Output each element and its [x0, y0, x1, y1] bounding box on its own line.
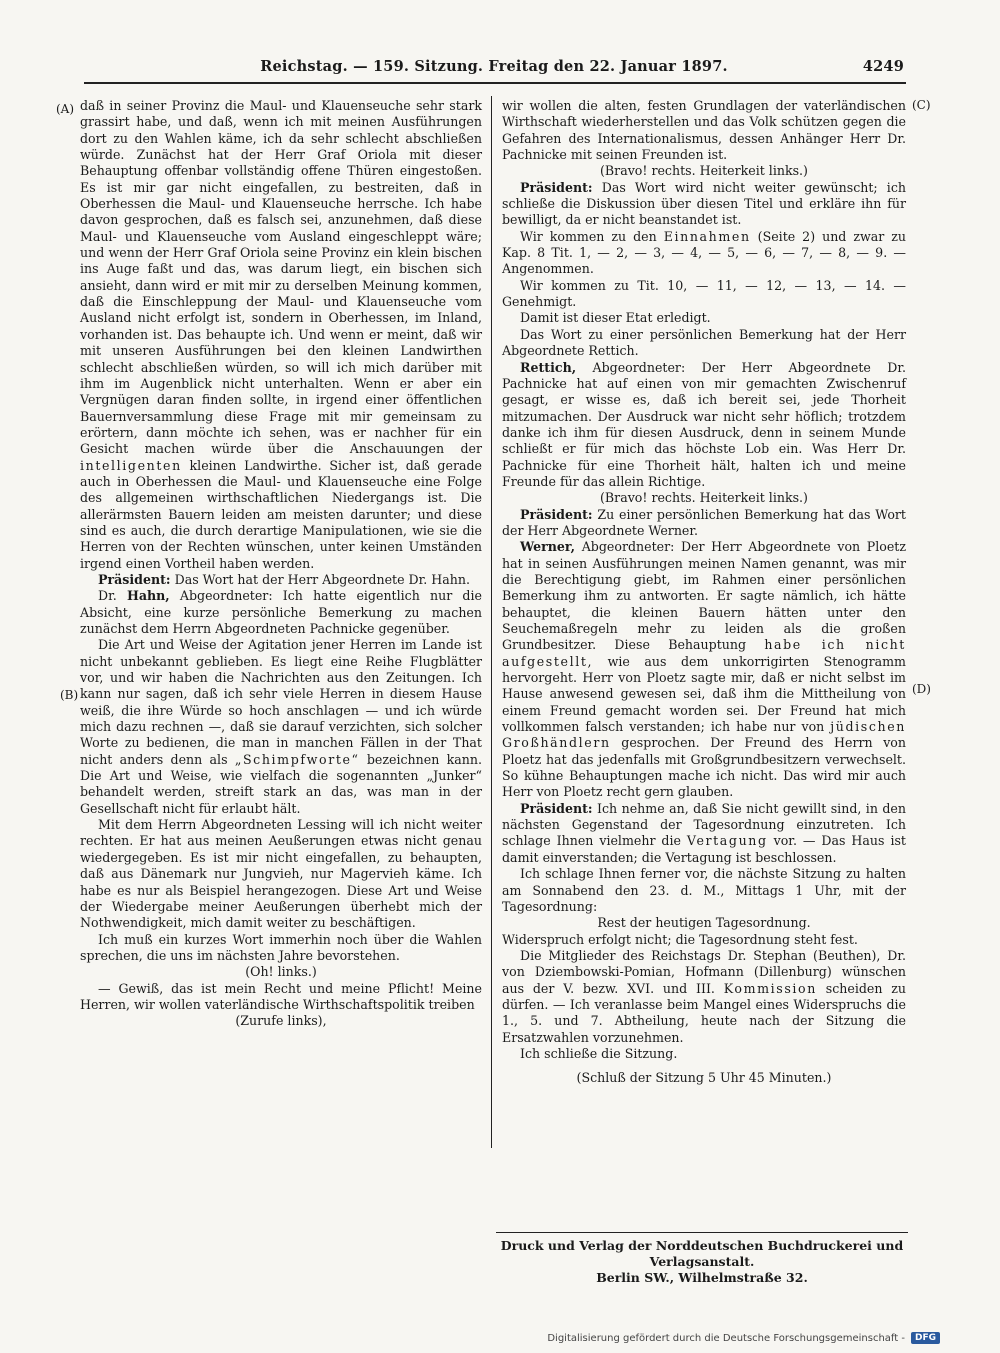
imprint [496, 1238, 908, 1286]
speaker-name: Hahn, [126, 588, 170, 604]
reaction: (Oh! links.) [245, 964, 317, 980]
speaker-name: Präsident: [520, 800, 593, 816]
paragraph: Präsident: Zu einer persönlichen Bemerkung hat das Wort der Herr Abgeordnete Werner. [502, 506, 906, 538]
paragraph: Werner, Abgeordneter: Der Herr Abgeordnete von Ploetz hat in seinen Ausführungen meinen Namen genannt, was mir die Berechtigung giebt, im Rahmen einer persönlichen Bemerkung ihm zu antworten. Er sagte nämlich, ich hätte behauptet, die kleinen Bauern hätten unter den Seuchemaßregeln mehr zu leiden als die großen Grundbesitzer. Diese Behauptung habe ich nicht aufgestellt, wie aus dem unkorrigirten Stenogramm hervorgeht. Herr von Ploetz sagte mir, daß er nicht selbst im Hause anwesend gewesen sei, daß ihm die Mittheilung von einem Freund gemacht worden sei. Der Freund hat mich vollkommen falsch verstanden; ich habe nur von jüdischen Großhändlern gesprochen. Der Freund des Herrn von Ploetz hat das jedenfalls mit Großgrundbesitzern verwechselt. So kühne Behauptungen mache ich nicht. Das wird mir auch Herr von Ploetz recht gern glauben. [502, 539, 906, 800]
reaction: (Bravo! rechts. Heiterkeit links.) [600, 490, 808, 506]
paragraph: Rettich, Abgeordneter: Der Herr Abgeordnete Dr. Pachnicke hat auf einen von mir gemachten Zwischenruf gesagt, er wisse es, daß ich bereit sei, jede Thorheit mitzumachen. Der Ausdruck war nicht sehr höflich; trotzdem danke ich ihm für diesen Ausdruck, denn in seinem Munde schließt er für mich das höchste Lob ein. Was Herr Dr. Pachnicke für eine Thorheit hält, halten ich und meine Freunde für das allein Richtige. [502, 359, 906, 489]
agenda-item: Rest der heutigen Tagesordnung. [597, 915, 811, 931]
margin-marker-d: (D) [912, 682, 931, 696]
reaction: (Bravo! rechts. Heiterkeit links.) [600, 163, 808, 179]
paragraph: Ich schlage Ihnen ferner vor, die nächste Sitzung zu halten am Sonnabend den 23. d. M., Mittags 1 Uhr, mit der Tagesordnung: [502, 866, 906, 914]
right-column [502, 98, 906, 1087]
paragraph: Das Wort zu einer persönlichen Bemerkung hat der Herr Abgeordnete Rettich. [502, 326, 906, 359]
reaction: (Zurufe links), [235, 1013, 327, 1029]
left-column [80, 98, 482, 1030]
paragraph: Präsident: Ich nehme an, daß Sie nicht gewillt sind, in den nächsten Gegenstand der Tagesordnung einzutreten. Ich schlage Ihnen vielmehr die Vertagung vor. — Das Haus ist damit einverstanden; die Vertagung ist beschlossen. [502, 800, 906, 865]
paragraph: Die Mitglieder des Reichstags Dr. Stephan (Beuthen), Dr. von Dziembowski-Pomian, Hofmann (Dillenburg) wünschen aus der V. bezw. XVI. und III. Kommission scheiden zu dürfen. — Ich veranlasse beim Mangel eines Widerspruchs die 1., 5. und 7. Abtheilung, heute nach der Sitzung die Ersatzwahlen vorzunehmen. [502, 947, 907, 1045]
paragraph: Damit ist dieser Etat erledigt. [520, 310, 711, 326]
page-header [84, 58, 904, 82]
paragraph: daß in seiner Provinz die Maul- und Klauenseuche sehr stark grassirt habe, und daß, wenn ich mit meinen Ausführungen dort zu den Wahlen käme, ich da sehr schlecht abschließen würde. Zunächst hat der Herr Graf Oriola mit dieser Behauptung offenbar vollständig offene Thüren eingestoßen. Es ist mir gar nicht eingefallen, zu bestreiten, daß in Oberhessen die Maul- und Klauenseuche herrsche. Ich habe davon gesprochen, daß es falsch sei, anzunehmen, daß diese Maul- und Klauenseuche vom Ausland eingeschleppt wäre; und wenn der Herr Graf Oriola seine Provinz ein klein bischen ins Auge faßt und das, was darum liegt, ein bischen sich ansieht, dann wird er mit mir zu derselben Meinung kommen, daß die Einschleppung der Maul- und Klauenseuche vom Ausland nicht erfolgt ist, sondern in Oberhessen, im Inland, vorhanden ist. Das behaupte ich. Und wenn er meint, daß wir mit unseren Ausführungen bei den kleinen Landwirthen schlecht abschließen würden, so will ich mich darüber mit ihm im Augenblick nicht unterhalten. Wenn er aber ein Vergnügen daran finden sollte, in irgend einer öffentlichen Bauernversammlung diese Frage mit mir gemeinsam zu erörtern, dann möchte ich sehen, was er nachher für ein Gesicht machen würde über die Anschauungen der intelligenten kleinen Landwirthe. Sicher ist, daß gerade auch in Oberhessen die Maul- und Klauenseuche eine Folge des allgemeinen wirthschaftlichen Niedergangs ist. Die allerärmsten Bauern leiden am meisten darunter; und diese sind es auch, die durch derartige Manipulationen, wie sie die Herren von der Rechten wünschen, unter keinen Umständen irgend einen Vortheil haben werden. [80, 98, 482, 571]
paragraph: Ich muß ein kurzes Wort immerhin noch über die Wahlen sprechen, die uns im nächsten Jahre bevorstehen. [80, 931, 482, 963]
margin-marker-b: (B) [60, 688, 79, 702]
paragraph: Widerspruch erfolgt nicht; die Tagesordnung steht fest. [502, 931, 858, 947]
speaker-name: Präsident: [520, 179, 593, 195]
page-number: 4249 [862, 58, 904, 75]
paragraph: Präsident: Das Wort hat der Herr Abgeordnete Dr. Hahn. [98, 571, 471, 587]
speaker-name: Präsident: [98, 571, 171, 587]
paragraph: wir wollen die alten, festen Grundlagen der vaterländischen Wirthschaft wiederherstellen und das Volk schützen gegen die Gefahren des Internationalismus, dessen Anhänger Herr Dr. Pachnicke mit seinen Freunden ist. [502, 98, 906, 163]
paragraph: Wir kommen zu Tit. 10, — 11, — 12, — 13, — 14. — Genehmigt. [502, 277, 906, 310]
paragraph: Ich schließe die Sitzung. [520, 1045, 678, 1061]
margin-marker-a: (A) [56, 102, 75, 116]
speaker-name: Präsident: [520, 506, 593, 522]
paragraph: Wir kommen zu den Einnahmen (Seite 2) und zwar zu Kap. 8 Tit. 1, — 2, — 3, — 4, — 5, — 6, — 7, — 8, — 9. — Angenommen. [502, 228, 906, 277]
session-close: (Schluß der Sitzung 5 Uhr 45 Minuten.) [576, 1070, 832, 1086]
margin-marker-c: (C) [912, 98, 931, 112]
column-divider [491, 96, 492, 1148]
paragraph: Dr. Hahn, Abgeordneter: Ich hatte eigentlich nur die Absicht, eine kurze persönliche Bemerkung zu machen zunächst dem Herrn Abgeordneten Pachnicke gegenüber. [80, 588, 482, 636]
footer [547, 1332, 940, 1344]
header-rule [84, 82, 906, 84]
paragraph: — Gewiß, das ist mein Recht und meine Pflicht! Meine Herren, wir wollen vaterländische Wirthschaftspolitik treiben [80, 980, 482, 1012]
paragraph: Präsident: Das Wort wird nicht weiter gewünscht; ich schließe die Diskussion über diesen Titel und erkläre ihn für bewilligt, da er nicht beanstandet ist. [502, 179, 906, 228]
running-title: Reichstag. — 159. Sitzung. Freitag den 22. Januar 1897. [260, 58, 728, 75]
dfg-logo-icon: DFG [911, 1332, 940, 1344]
imprint-rule [496, 1232, 908, 1233]
speaker-name: Werner, [520, 539, 576, 555]
paragraph: Mit dem Herrn Abgeordneten Lessing will ich nicht weiter rechten. Er hat aus meinen Aeußerungen etwas nicht genau wiedergegeben. Es ist mir nicht eingefallen, zu behaupten, daß aus Dänemark nur Jungvieh, nur Magervieh käme. Ich habe es nur als Beispiel herangezogen. Diese Art und Weise der Wiedergabe meiner Aeußerungen überhebt mich der Nothwendigkeit, mich damit weiter zu beschäftigen. [80, 817, 482, 931]
footer-text: Digitalisierung gefördert durch die Deutsche Forschungsgemeinschaft - [547, 1332, 905, 1344]
imprint-line: Druck und Verlag der Norddeutschen Buchdruckerei und Verlagsanstalt. [500, 1238, 904, 1269]
paragraph: Die Art und Weise der Agitation jener Herren im Lande ist nicht unbekannt geblieben. Es liegt eine Reihe Flugblätter vor, und wir haben die Nachrichten aus den Zeitungen. Ich kann nur sagen, daß ich sehr viele Herren in diesem Hause weiß, die ihre Würde so hoch anschlagen — und ich würde mich dazu rechnen —, daß sie darauf verzichten, sich solcher Worte zu bedienen, die man in manchen Fällen in der That nicht anders denn als „Schimpfworte“ bezeichnen kann. Die Art und Weise, wie vielfach die sogenannten „Junker“ behandelt werden, streift stark an das, was man in der Gesellschaft nicht für erlaubt hält. [80, 637, 482, 816]
imprint-line: Berlin SW., Wilhelmstraße 32. [596, 1270, 808, 1285]
speaker-name: Rettich, [520, 359, 577, 375]
